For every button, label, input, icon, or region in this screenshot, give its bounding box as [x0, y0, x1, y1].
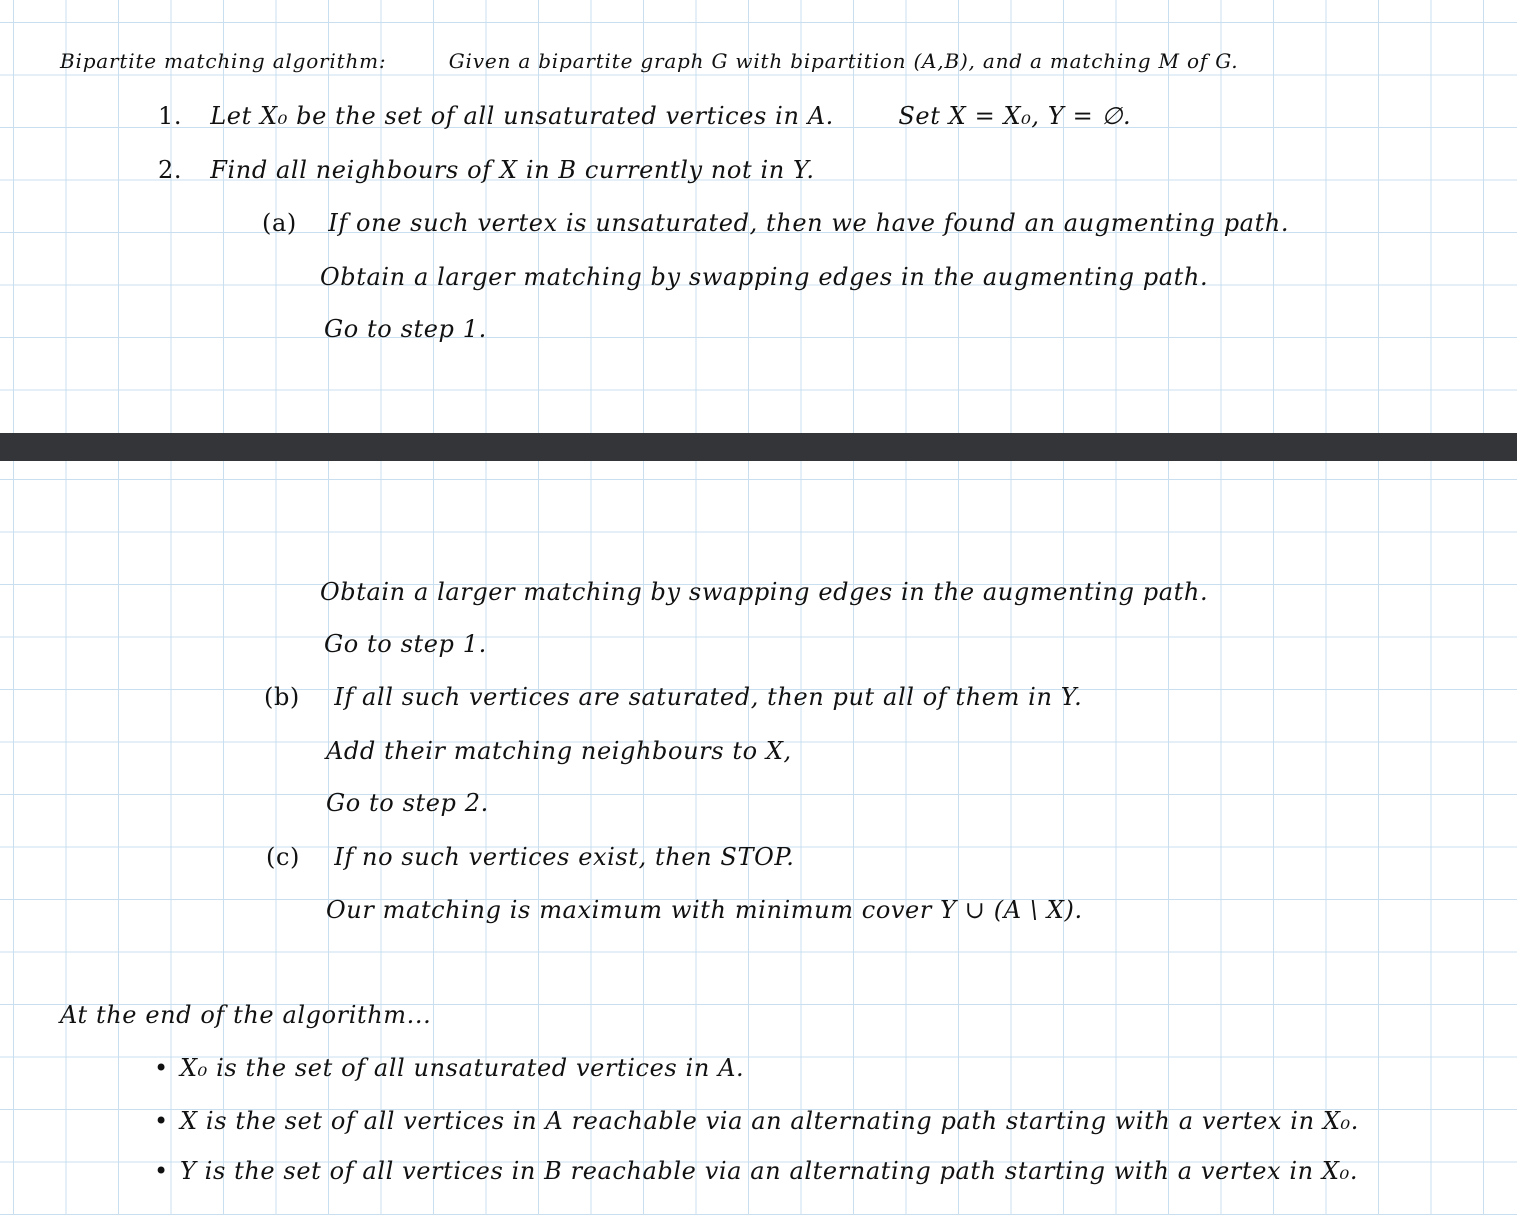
step-1-assignment: Set X = X₀, Y = ∅.: [898, 102, 1132, 130]
case-c-text-1: If no such vertices exist, then STOP.: [334, 843, 795, 871]
case-c-line-1: [266, 842, 794, 872]
bullet-text: X is the set of all vertices in A reachable via an alternating path starting with a vertex in X₀.: [180, 1107, 1359, 1135]
bullet-dot: •: [154, 1107, 169, 1135]
algorithm-title-text: Given a bipartite graph G with bipartition (A,B), and a matching M of G.: [448, 49, 1239, 73]
step-2-text: Find all neighbours of X in B currently not in Y.: [210, 156, 815, 184]
bullet-item: [154, 1156, 1358, 1186]
step-1-text: Let X₀ be the set of all unsaturated vertices in A.: [210, 102, 834, 130]
step-1-line: [158, 101, 1131, 131]
case-a-line-3-bottom: Go to step 1.: [324, 630, 487, 658]
step-2-number: 2.: [158, 156, 183, 184]
case-b-line-3: Go to step 2.: [326, 789, 489, 817]
algorithm-title-label: Bipartite matching algorithm:: [60, 49, 387, 73]
case-a-label: (a): [262, 209, 297, 237]
notes-page-top: [0, 0, 1517, 433]
end-heading: At the end of the algorithm...: [60, 1001, 432, 1029]
bullet-text: X₀ is the set of all unsaturated vertices in A.: [180, 1054, 745, 1082]
case-a-line-2-top: Obtain a larger matching by swapping edges in the augmenting path.: [320, 263, 1209, 291]
notes-page-bottom: [0, 461, 1517, 1215]
case-b-label: (b): [264, 683, 300, 711]
case-c-label: (c): [266, 843, 300, 871]
case-c-line-2: Our matching is maximum with minimum cover Y ∪ (A \ X).: [326, 896, 1083, 924]
algorithm-title-line: [60, 46, 1238, 76]
case-a-line-2-bottom: Obtain a larger matching by swapping edges in the augmenting path.: [320, 578, 1209, 606]
bullet-dot: •: [154, 1157, 169, 1185]
case-a-line-1: [262, 208, 1289, 238]
case-b-line-1: [264, 682, 1082, 712]
step-1-number: 1.: [158, 102, 183, 130]
bullet-text: Y is the set of all vertices in B reachable via an alternating path starting with a vertex in X₀.: [180, 1157, 1359, 1185]
bullet-item: [154, 1106, 1359, 1136]
bullet-item: [154, 1053, 744, 1083]
case-a-text-1: If one such vertex is unsaturated, then we have found an augmenting path.: [328, 209, 1290, 237]
bullet-dot: •: [154, 1054, 169, 1082]
section-divider: [0, 433, 1517, 461]
case-b-text-1: If all such vertices are saturated, then put all of them in Y.: [334, 683, 1083, 711]
step-2-line: [158, 155, 815, 185]
case-a-line-3-top: Go to step 1.: [324, 315, 487, 343]
case-b-line-2: Add their matching neighbours to X,: [326, 737, 792, 765]
